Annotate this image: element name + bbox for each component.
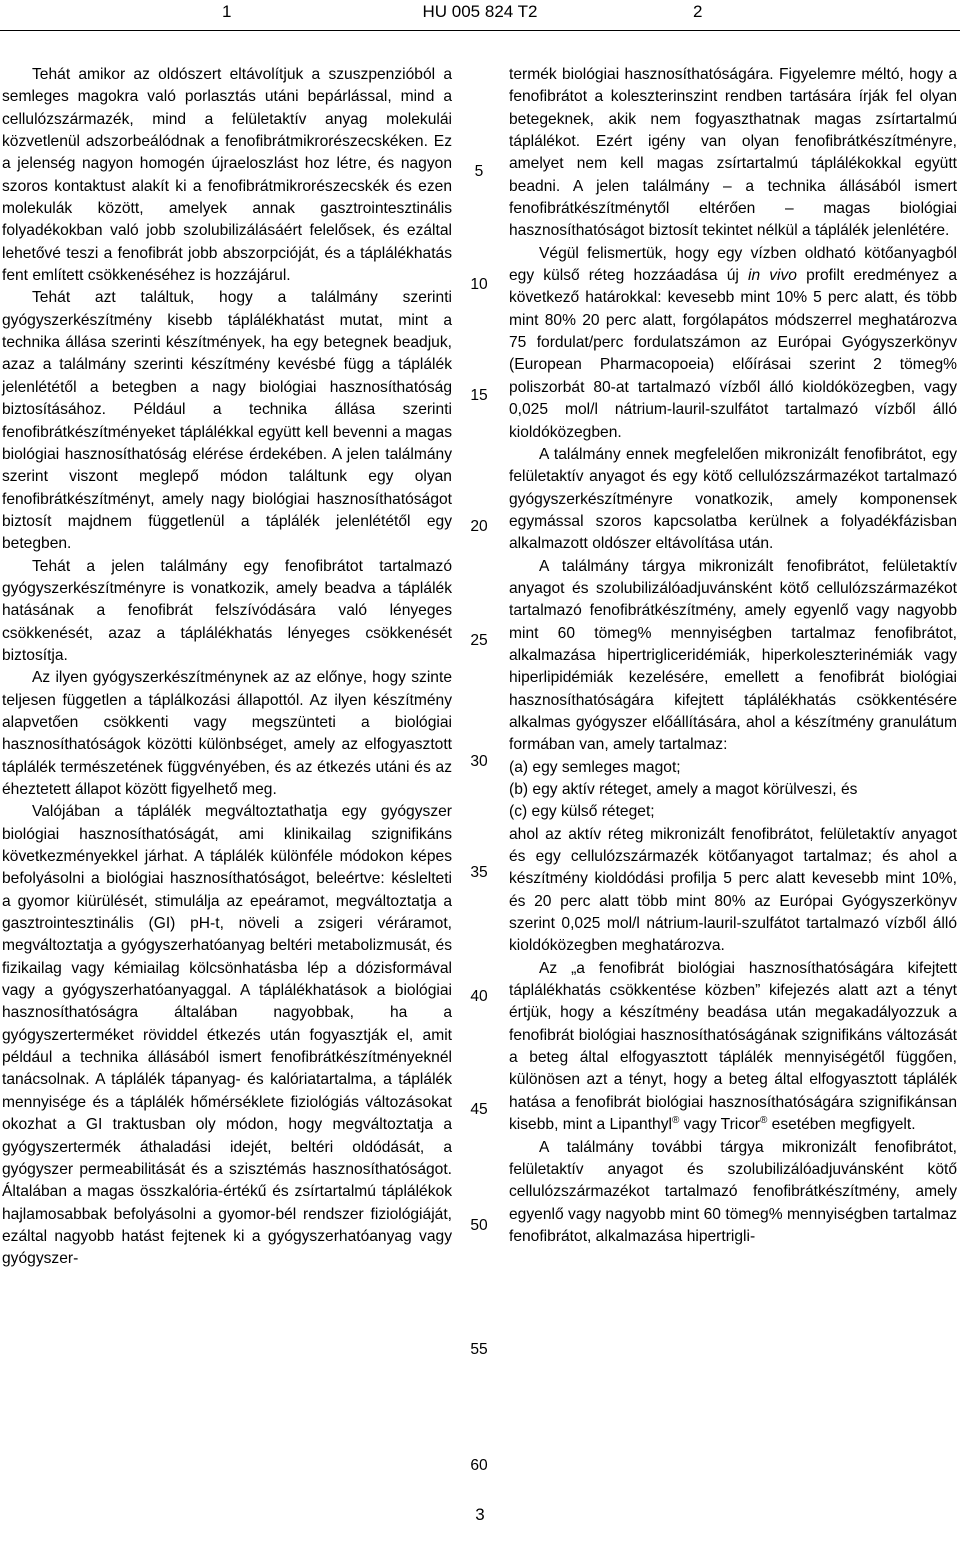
paragraph: ahol az aktív réteg mikronizált fenofibrátot, felületaktív anyagot és egy cellulózszármazék kötőanyagot tartalmaz; és ahol a készítmény kioldódási profilja 5 perc alatt kevesebb mint 10%, és 20 perc alatt több mint 80% az Európai Gyógyszerkönyv szerint 0,025 mol/l nátrium-lauril-szulfátot tartalmazó vízből álló kioldóközegben meghatározva. — [509, 825, 957, 955]
paragraph — [509, 958, 957, 1137]
text-run: esetében megfigyelt. — [767, 1116, 916, 1134]
line-number: 20 — [470, 518, 488, 535]
paragraph: Tehát a jelen találmány egy fenofibrátot tartalmazó gyógyszerkészítményre is vonatkozik, amely beadva a táplálék hatásának a fenofibrát felszívódására való lényeges csökkenését, azaz a táplálékhatás lényeges csökkenését biztosítja. — [2, 557, 452, 664]
text-run: profilt eredményez a következő határokkal: kevesebb mint 10% 5 perc alatt, és több mint 80% 20 perc alatt, forgólapátos módszerrel meghatározva 75 fordulat/perc fordulatszámon az Európai Gyógyszerkönyv (European Pharmacopoeia) előírásai szerint 2 tömeg% poliszorbát 80-at tartalmazó vízből álló kioldóközegben, vagy 0,025 mol/l nátrium-lauril-szulfátot tartalmazó vízből álló kioldóközegben. — [509, 267, 957, 441]
registered-mark: ® — [671, 1114, 680, 1126]
text-run: Az „a fenofibrát biológiai hasznosíthatóságára kifejtett táplálékhatás csökkentése közben” kifejezés alatt azt a tényt értjük, hogy a készítmény beadása után megakadályozzuk a fenofibrát biológiai hasznosíthatóságának szignifikáns változását a beteg által elfogyasztott táplálék mennyiségétől függően, különösen azt a tényt, hogy a beteg által elfogyasztott táplálék hatása a fenofibrát biológiai hasznosíthatóságára szignifikánsan kisebb, mint a Lipanthyl — [509, 959, 957, 1134]
page-number: 3 — [475, 1505, 485, 1524]
paragraph: Az ilyen gyógyszerkészítménynek az az előnye, hogy szinte teljesen független a táplálkozási állapottól. Az ilyen készítmény alapvetően csökkenti vagy megszünteti a biológiai hasznosíthatóságok közötti különbséget, amely az elfogyasztott táplálék természetének függvényében, és az étkezés utáni és az éheztetett állapot között figyelhető meg. — [2, 669, 452, 798]
line-number: 15 — [470, 387, 488, 404]
left-column — [2, 64, 452, 1271]
list-item: (c) egy külső réteget; — [509, 803, 655, 821]
text-run: vagy Tricor — [679, 1116, 760, 1134]
paragraph: A találmány további tárgya mikronizált fenofibrátot, felületaktív anyagot és szolubilizálóadjuvánsként kötő cellulózszármazékot tartalmazó fenofibrátkészítmény, amely egyenlő vagy nagyobb mint 60 tömeg% mennyiségben tartalmaz fenofibrátot, alkalmazása hipertrigli- — [509, 1138, 957, 1245]
document-id: HU 005 824 T2 — [422, 2, 538, 21]
paragraph: Valójában a táplálék megváltoztathatja egy gyógyszer biológiai hasznosíthatóságát, ami klinikailag szignifikáns következményekkel járhat. A táplálék különféle módokon képes befolyásolni a biológiai hasznosíthatóságot, beleértve: késlelteti a gyomor kiürülését, stimulálja az epeáramot, megváltoztatja a gasztrointesztinális (GI) pH-t, növeli a zsigeri véráramot, megváltoztatja a gyógyszerhatóanyag beltéri metabolizmusát, és fizikailag vagy kémiailag kölcsönhatásba lép a dózisformával vagy a gyógyszerhatóanyaggal. A táplálékhatások a biológiai hasznosíthatóságra általában nagyobbak, ha a gyógyszerterméket röviddel étkezés után fogyasztják el, amit például a technika állásából ismert fenofibrátkészítményeknél tanácsolnak. A táplálék tápanyag- és kalóriatartalma, a táplálék mennyisége és a táplálék hőmérséklete fiziológiás változásokat okozhat a GI traktusban oly módon, hogy megváltoztatja a gyógyszertermék áthaladási idejét, beltéri oldódását, a gyógyszer permeabilitását és a szisztémás hasznosíthatóságot. Általában a magas összkalória-értékű és zsírtartalmú táplálékok hajlamosabbak befolyásolni a gyomor-bél rendszer fiziológiáját, ezáltal nagyobb hatást fejtenek ki a gyógyszerhatóanyag vagy gyógyszer- — [2, 803, 452, 1268]
paragraph: A találmány ennek megfelelően mikronizált fenofibrátot, egy felületaktív anyagot és egy kötő cellulózszármazékot tartalmazó gyógyszerkészítményre vonatkozik, amely komponensek egymással szoros kapcsolatba kerülnek a folyadékfázisban alkalmazott oldószer eltávolítása után. — [509, 445, 957, 553]
line-number: 55 — [470, 1341, 488, 1358]
line-number: 40 — [470, 988, 488, 1005]
paragraph: termék biológiai hasznosíthatóságára. Figyelemre méltó, hogy a fenofibrátot a koleszterinszint rendben tartására írják fel olyan betegeknek, akik nem fogyaszthatnak magas zsírtartalmú táplálékot. Ezért igény van olyan fenofibrátkészítményre, amelyet nem kell magas zsírtartalmú táplálékokkal együtt beadni. A jelen találmány – a technika állásából ismert fenofibrátkészítménytől eltérően – magas biológiai hasznosíthatóságot biztosít tekintet nélkül a táplálék jelenlétére. — [509, 66, 957, 240]
italic-text: in vivo — [747, 267, 797, 285]
line-number: 35 — [470, 864, 488, 881]
right-column — [509, 64, 957, 1248]
right-page-number: 2 — [693, 2, 703, 21]
paragraph: Tehát amikor az oldószert eltávolítjuk a szuszpenzióból a semleges magokra való porlasztás utáni bepárlással, mind a cellulózszármazék, mind a felületaktív anyag molekulái közvetlenül adszorbeálódnak a fenofibrátmikrorészecskéken. Ez a jelenség nagyon homogén újraeloszlást hoz létre, és nagyon szoros kontaktust alakít ki a fenofibrátmikrorészecskék és ezen molekulák között, amelyek annak gasztrointesztinális folyadékokban való jobb szolubilizálásáért felelősek, és ezáltal lehetővé teszi a fenofibrát jobb abszorpcióját, és a táplálékhatás fent említett csökkenéséhez is hozzájárul. — [2, 66, 452, 285]
line-number: 25 — [470, 632, 488, 649]
list-item: (b) egy aktív réteget, amely a magot körülveszi, és — [509, 781, 858, 798]
line-number: 10 — [470, 276, 488, 293]
line-number: 50 — [470, 1217, 488, 1234]
line-number: 5 — [474, 163, 484, 180]
line-number: 30 — [470, 753, 488, 770]
paragraph: Tehát azt találtuk, hogy a találmány szerinti gyógyszerkészítmény kisebb táplálékhatást mutat, mint a technika állása szerinti készítmények, ha egy betegnek beadjuk, azaz a találmány szerinti készítmény kevésbé függ a táplálék jelenlététől a betegben a nagy biológiai hasznosíthatóság biztosításához. Például a technika állása szerinti fenofibrátkészítményeket táplálékkal együtt kell bevenni a magas biológiai hasznosíthatóság elérése érdekében. A jelen találmány szerint viszont meglepő módon találtunk egy olyan fenofibrátkészítményt, amely nagy biológiai hasznosíthatóságot biztosít majdnem függetlenül a táplálék jelenlététől egy betegben. — [2, 289, 452, 553]
list-item: (a) egy semleges magot; — [509, 758, 681, 776]
left-page-number: 1 — [222, 2, 232, 21]
paragraph — [509, 243, 957, 444]
line-number: 60 — [470, 1457, 488, 1474]
registered-mark: ® — [759, 1114, 768, 1126]
paragraph: A találmány tárgya mikronizált fenofibrátot, felületaktív anyagot és szolubilizálóadjuvánsként kötő cellulózszármazékot tartalmazó fenofibrátkészítmény, amely egyenlő vagy nagyobb mint 60 tömeg% mennyiségben tartalmaz fenofibrátot, alkalmazása hipertrigliceridémiák, hiperkoleszterinémiák vagy hiperlipidémiák kezelésére, emellett a fenofibrát biológiai hasznosíthatóságára kifejtett táplálékhatás csökkentésére alkalmas gyógyszer előállítására, ahol a készítmény granulátum formában van, amely tartalmaz: — [509, 557, 957, 754]
header-rule — [0, 30, 960, 31]
text-run: Végül felismertük, hogy egy vízben oldható kötőanyagból egy külső réteg hozzáadása új — [509, 244, 957, 285]
line-number: 45 — [470, 1101, 488, 1118]
